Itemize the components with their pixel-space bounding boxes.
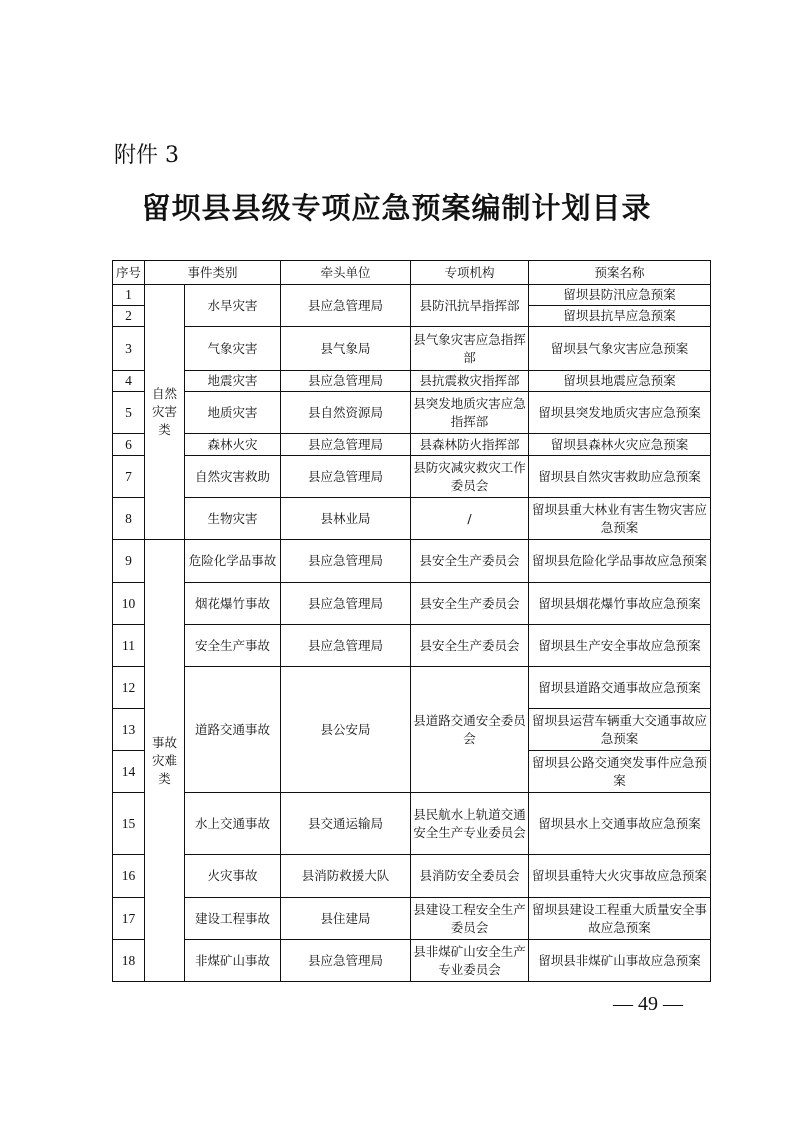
lead-unit-cell: 县应急管理局 xyxy=(281,940,411,982)
seq-cell: 6 xyxy=(113,434,145,456)
table-row xyxy=(113,940,711,982)
plan-name-cell: 留坝县运营车辆重大交通事故应急预案 xyxy=(529,709,711,751)
category-cell: 地质灾害 xyxy=(185,392,281,434)
category-cell: 建设工程事故 xyxy=(185,898,281,940)
plan-name-cell: 留坝县地震应急预案 xyxy=(529,371,711,392)
lead-unit-cell: 县应急管理局 xyxy=(281,371,411,392)
lead-unit-cell: 县交通运输局 xyxy=(281,793,411,855)
lead-unit-cell: 县住建局 xyxy=(281,898,411,940)
agency-cell: 县安全生产委员会 xyxy=(411,540,529,583)
table-row xyxy=(113,371,711,392)
seq-cell: 8 xyxy=(113,498,145,540)
agency-cell: 县安全生产委员会 xyxy=(411,625,529,667)
seq-cell: 1 xyxy=(113,285,145,306)
group-natural-disaster: 自然灾害类 xyxy=(145,285,185,540)
header-seq: 序号 xyxy=(113,261,145,285)
plan-name-cell: 留坝县防汛应急预案 xyxy=(529,285,711,306)
seq-cell: 13 xyxy=(113,709,145,751)
table-row xyxy=(113,456,711,498)
lead-unit-cell: 县公安局 xyxy=(281,667,411,793)
plan-name-cell: 留坝县危险化学品事故应急预案 xyxy=(529,540,711,583)
seq-cell: 10 xyxy=(113,583,145,625)
table-row xyxy=(113,898,711,940)
category-cell: 自然灾害救助 xyxy=(185,456,281,498)
lead-unit-cell: 县应急管理局 xyxy=(281,625,411,667)
category-cell: 生物灾害 xyxy=(185,498,281,540)
category-cell: 地震灾害 xyxy=(185,371,281,392)
category-cell: 水旱灾害 xyxy=(185,285,281,327)
lead-unit-cell: 县应急管理局 xyxy=(281,434,411,456)
agency-cell: 县森林防火指挥部 xyxy=(411,434,529,456)
agency-cell: 县气象灾害应急指挥部 xyxy=(411,327,529,371)
seq-cell: 15 xyxy=(113,793,145,855)
agency-cell: 县防汛抗旱指挥部 xyxy=(411,285,529,327)
plan-name-cell: 留坝县生产安全事故应急预案 xyxy=(529,625,711,667)
plan-name-cell: 留坝县道路交通事故应急预案 xyxy=(529,667,711,709)
table-row xyxy=(113,434,711,456)
category-cell: 安全生产事故 xyxy=(185,625,281,667)
table-row xyxy=(113,392,711,434)
table-row xyxy=(113,625,711,667)
lead-unit-cell: 县气象局 xyxy=(281,327,411,371)
agency-cell: 县民航水上轨道交通安全生产专业委员会 xyxy=(411,793,529,855)
seq-cell: 16 xyxy=(113,855,145,898)
table-row xyxy=(113,498,711,540)
plan-name-cell: 留坝县重大林业有害生物灾害应急预案 xyxy=(529,498,711,540)
lead-unit-cell: 县消防救援大队 xyxy=(281,855,411,898)
lead-unit-cell: 县应急管理局 xyxy=(281,540,411,583)
table-row xyxy=(113,540,711,583)
page-number: — 49 — xyxy=(613,993,683,1015)
plan-name-cell: 留坝县公路交通突发事件应急预案 xyxy=(529,751,711,793)
lead-unit-cell: 县应急管理局 xyxy=(281,285,411,327)
category-cell: 气象灾害 xyxy=(185,327,281,371)
seq-cell: 14 xyxy=(113,751,145,793)
plan-name-cell: 留坝县水上交通事故应急预案 xyxy=(529,793,711,855)
plan-name-cell: 留坝县气象灾害应急预案 xyxy=(529,327,711,371)
category-cell: 危险化学品事故 xyxy=(185,540,281,583)
seq-cell: 18 xyxy=(113,940,145,982)
group-accident-disaster: 事故灾难类 xyxy=(145,540,185,982)
agency-cell: 县非煤矿山安全生产专业委员会 xyxy=(411,940,529,982)
category-cell: 水上交通事故 xyxy=(185,793,281,855)
table-header-row xyxy=(113,261,711,285)
lead-unit-cell: 县应急管理局 xyxy=(281,456,411,498)
seq-cell: 4 xyxy=(113,371,145,392)
table-row xyxy=(113,855,711,898)
category-cell: 森林火灾 xyxy=(185,434,281,456)
header-lead-unit: 牵头单位 xyxy=(281,261,411,285)
seq-cell: 9 xyxy=(113,540,145,583)
category-cell: 火灾事故 xyxy=(185,855,281,898)
lead-unit-cell: 县林业局 xyxy=(281,498,411,540)
agency-cell: 县安全生产委员会 xyxy=(411,583,529,625)
lead-unit-cell: 县自然资源局 xyxy=(281,392,411,434)
seq-cell: 5 xyxy=(113,392,145,434)
plan-name-cell: 留坝县自然灾害救助应急预案 xyxy=(529,456,711,498)
table-row xyxy=(113,285,711,306)
plan-name-cell: 留坝县非煤矿山事故应急预案 xyxy=(529,940,711,982)
category-cell: 道路交通事故 xyxy=(185,667,281,793)
agency-cell: / xyxy=(411,498,529,540)
header-plan-name: 预案名称 xyxy=(529,261,711,285)
category-cell: 非煤矿山事故 xyxy=(185,940,281,982)
plan-name-cell: 留坝县建设工程重大质量安全事故应急预案 xyxy=(529,898,711,940)
table-row xyxy=(113,667,711,709)
lead-unit-cell: 县应急管理局 xyxy=(281,583,411,625)
header-agency: 专项机构 xyxy=(411,261,529,285)
seq-cell: 7 xyxy=(113,456,145,498)
agency-cell: 县突发地质灾害应急指挥部 xyxy=(411,392,529,434)
annex-label: 附件 3 xyxy=(114,143,179,168)
plan-name-cell: 留坝县重特大火灾事故应急预案 xyxy=(529,855,711,898)
seq-cell: 3 xyxy=(113,327,145,371)
header-category: 事件类别 xyxy=(145,261,281,285)
table-row xyxy=(113,793,711,855)
plan-name-cell: 留坝县烟花爆竹事故应急预案 xyxy=(529,583,711,625)
table-row xyxy=(113,327,711,371)
plan-name-cell: 留坝县突发地质灾害应急预案 xyxy=(529,392,711,434)
agency-cell: 县消防安全委员会 xyxy=(411,855,529,898)
agency-cell: 县道路交通安全委员会 xyxy=(411,667,529,793)
table-row xyxy=(113,583,711,625)
seq-cell: 2 xyxy=(113,306,145,327)
document-title: 留坝县县级专项应急预案编制计划目录 xyxy=(141,191,652,225)
agency-cell: 县建设工程安全生产委员会 xyxy=(411,898,529,940)
plan-table xyxy=(112,260,711,982)
plan-name-cell: 留坝县森林火灾应急预案 xyxy=(529,434,711,456)
agency-cell: 县抗震救灾指挥部 xyxy=(411,371,529,392)
agency-cell: 县防灾减灾救灾工作委员会 xyxy=(411,456,529,498)
seq-cell: 12 xyxy=(113,667,145,709)
seq-cell: 17 xyxy=(113,898,145,940)
seq-cell: 11 xyxy=(113,625,145,667)
category-cell: 烟花爆竹事故 xyxy=(185,583,281,625)
plan-name-cell: 留坝县抗旱应急预案 xyxy=(529,306,711,327)
